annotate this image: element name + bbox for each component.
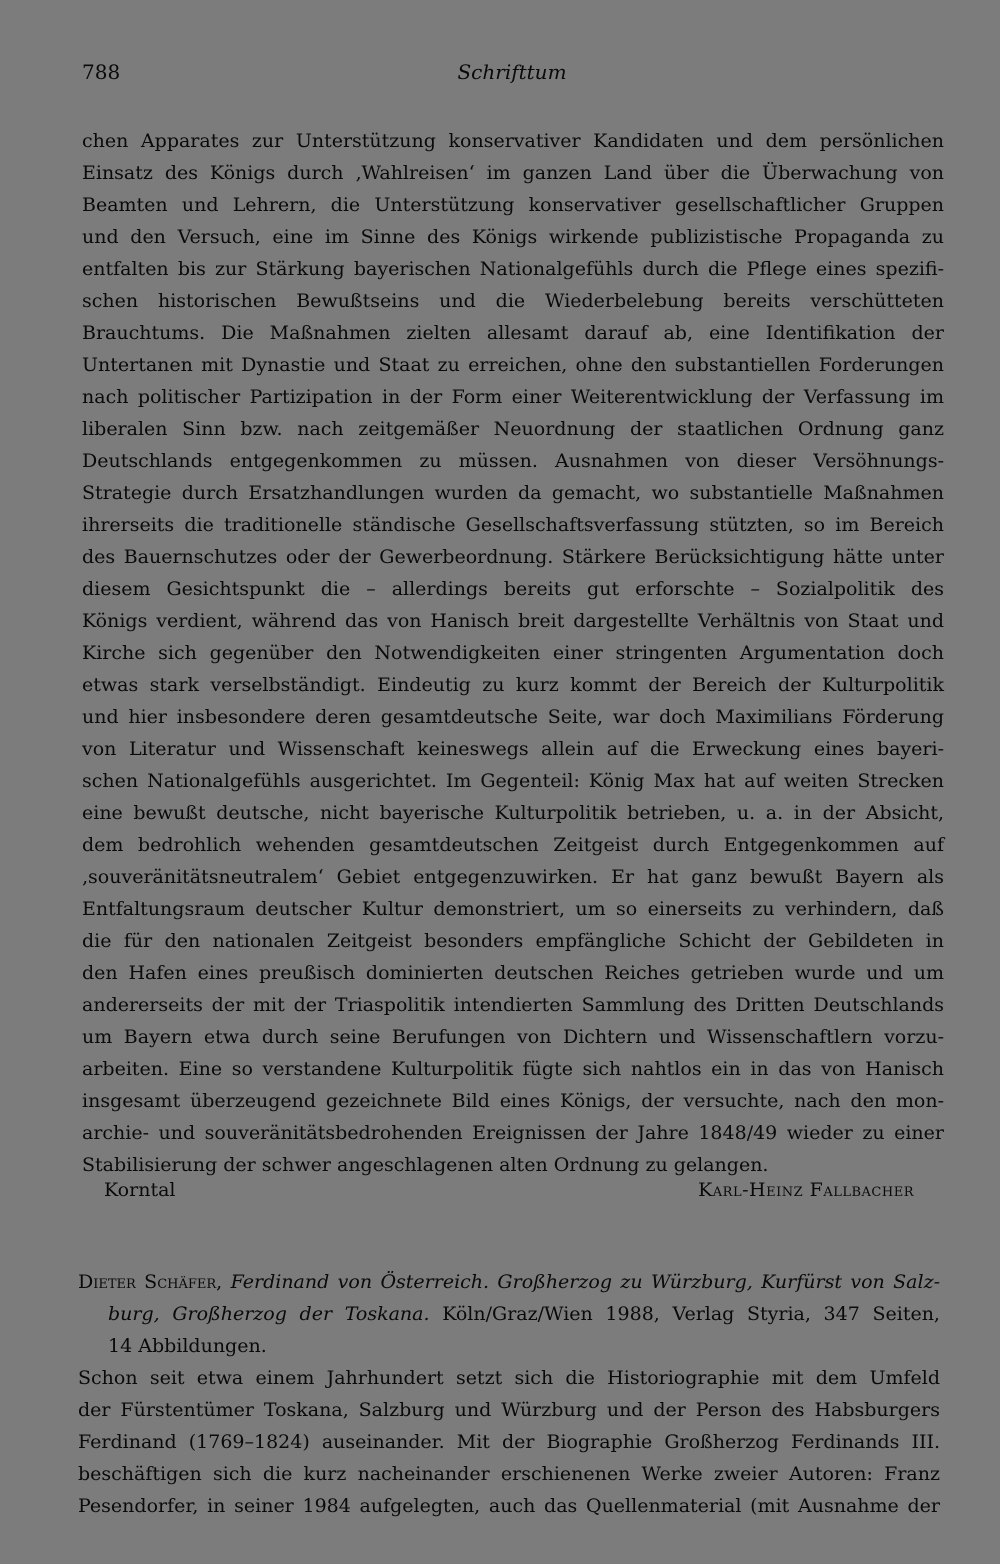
review-signature [82,1174,944,1206]
text-line: nach politischer Partizipation in der Form einer Weiterentwicklung der Verfassung im [82,386,944,408]
text-line: von Literatur und Wissenschaft keineswegs allein auf die Erweckung eines bayeri- [82,738,944,760]
text-line: insgesamt überzeugend gezeichnete Bild eines Königs, der versuchte, nach den mon- [82,1090,944,1112]
text-line: Schon seit etwa einem Jahrhundert setzt sich die Historiographie mit dem Umfeld [78,1367,940,1389]
text-line: archie- und souveränitätsbedrohenden Ereignissen der Jahre 1848/49 wieder zu einer [82,1122,944,1144]
bibliographic-entry [78,1266,940,1362]
text-line: dem bedrohlich wehenden gesamtdeutschen Zeitgeist durch Entgegenkommen auf [82,834,944,856]
book-extent: 14 Abbildungen. [108,1335,267,1357]
text-line: beschäftigen sich die kurz nacheinander erschienenen Werke zweier Autoren: Franz [78,1463,940,1485]
text-line: Pesendorfer, in seiner 1984 aufgelegten, auch das Quellenmaterial (mit Ausnahme der [78,1495,940,1517]
text-line: arbeiten. Eine so verstandene Kulturpolitik fügte sich nahtlos ein in das von Hanisch [82,1058,944,1080]
text-line: um Bayern etwa durch seine Berufungen von Dichtern und Wissenschaftlern vorzu- [82,1026,944,1048]
text-line: Entfaltungsraum deutscher Kultur demonstriert, um so einerseits zu verhindern, daß [82,898,944,920]
text-line: entfalten bis zur Stärkung bayerischen Nationalgefühls durch die Pflege eines spezifi- [82,258,944,280]
book-imprint: Köln/Graz/Wien 1988, Verlag Styria, 347 Seiten, [442,1303,940,1325]
text-line: des Bauernschutzes oder der Gewerbeordnung. Stärkere Berücksichtigung hätte unter [82,546,944,568]
text-line: ihrerseits die traditionelle ständische Gesellschaftsverfassung stützten, so im Bereich [82,514,944,536]
text-line: die für den nationalen Zeitgeist besonders empfängliche Schicht der Gebildeten in [82,930,944,952]
reviewer-place: Korntal [104,1179,176,1201]
reviewer-name: Karl-Heinz Fallbacher [698,1179,914,1201]
text-line: und den Versuch, eine im Sinne des Königs wirkende publizistische Propaganda zu [82,226,944,248]
text-line: Strategie durch Ersatzhandlungen wurden da gemacht, wo substantielle Maßnahmen [82,482,944,504]
text-line: liberalen Sinn bzw. nach zeitgemäßer Neuordnung der staatlichen Ordnung ganz [82,418,944,440]
text-line: andererseits der mit der Triaspolitik intendierten Sammlung des Dritten Deutschlands [82,994,944,1016]
text-line: Untertanen mit Dynastie und Staat zu erreichen, ohne den substantiellen Forderungen [82,354,944,376]
text-line: Einsatz des Königs durch ‚Wahlreisen‘ im ganzen Land über die Überwachung von [82,162,944,184]
book-author: Dieter Schäfer, [78,1271,223,1293]
text-line: schen Nationalgefühls ausgerichtet. Im Gegenteil: König Max hat auf weiten Strecken [82,770,944,792]
text-line: Beamten und Lehrern, die Unterstützung konservativer gesellschaftlicher Gruppen [82,194,944,216]
book-title-cont: burg, Großherzog der Toskana. [108,1303,430,1325]
text-line: etwas stark verselbständigt. Eindeutig zu kurz kommt der Bereich der Kulturpolitik [82,674,944,696]
text-line: Kirche sich gegenüber den Notwendigkeiten einer stringenten Argumentation doch [82,642,944,664]
text-line: Deutschlands entgegenkommen zu müssen. Ausnahmen von dieser Versöhnungs- [82,450,944,472]
text-line: der Fürstentümer Toskana, Salzburg und Würzburg und der Person des Habsburgers [78,1399,940,1421]
bib-line [78,1266,940,1298]
text-line: Stabilisierung der schwer angeschlagenen alten Ordnung zu gelangen. [82,1154,769,1176]
text-line: Ferdinand (1769–1824) auseinander. Mit der Biographie Großherzog Ferdinands III. [78,1431,940,1453]
page-number: 788 [82,60,121,84]
running-title: Schrifttum [457,60,567,84]
bib-line [78,1298,940,1330]
text-line: den Hafen eines preußisch dominierten deutschen Reiches getrieben wurde und um [82,962,944,984]
text-line: diesem Gesichtspunkt die – allerdings bereits gut erforschte – Sozialpolitik des [82,578,944,600]
text-line: ‚souveränitätsneutralem‘ Gebiet entgegenzuwirken. Er hat ganz bewußt Bayern als [82,866,944,888]
text-line: Königs verdient, während das von Hanisch breit dargestellte Verhältnis von Staat und [82,610,944,632]
text-line: chen Apparates zur Unterstützung konservativer Kandidaten und dem persönlichen [82,130,944,152]
second-review [78,1266,940,1522]
page-header [82,60,942,90]
text-line: schen historischen Bewußtseins und die Wiederbelebung bereits verschütteten [82,290,944,312]
book-title: Ferdinand von Österreich. Großherzog zu Würzburg, Kurfürst von Salz- [230,1271,940,1293]
text-line: und hier insbesondere deren gesamtdeutsche Seite, war doch Maximilians Förderung [82,706,944,728]
review-body [82,125,944,1181]
text-line: eine bewußt deutsche, nicht bayerische Kulturpolitik betrieben, u. a. in der Absicht, [82,802,944,824]
text-line: Brauchtums. Die Maßnahmen zielten allesamt darauf ab, eine Identifikation der [82,322,944,344]
